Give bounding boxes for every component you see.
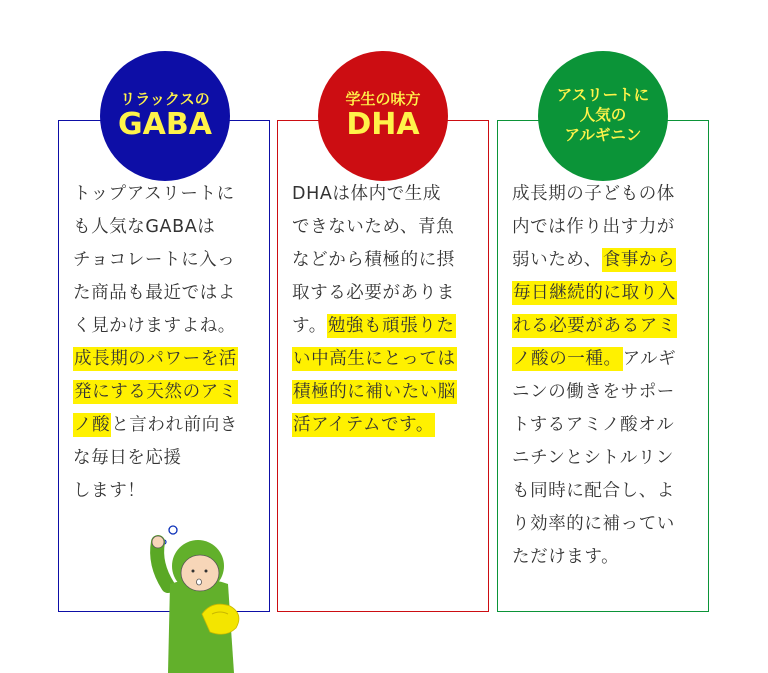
gaba-description: トップアスリートに も人気なGABAは チョコレートに入っ た商品も最近ではよ く見かけますよね。 成長期のパワーを活 発にする天然のアミ ノ酸と言われ前向き な毎日を応援 します！ bbox=[73, 184, 238, 501]
arginine-description: 成長期の子どもの体 内では作り出す力が 弱いため、食事から 毎日継続的に取り入 れる必要があるアミ ノ酸の一種。アルギ ニンの働きをサポー トするアミノ酸オル ニチンとシトルリン も同時に配合し、よ り効率的に補ってい ただけます。 bbox=[512, 184, 677, 567]
gaba-highlight: 成長期のパワーを活 bbox=[74, 349, 237, 369]
mascot-illustration bbox=[140, 514, 250, 673]
dha-panel bbox=[277, 120, 489, 612]
dha-description: DHAは体内で生成 できないため、青魚 などから積極的に摂 取する必要がありま す。勉強も頑張りた い中高生にとっては 積極的に補いたい脳 活アイテムです。 bbox=[292, 184, 456, 435]
arginine-badge: アスリートに 人気の アルギニン bbox=[538, 51, 668, 181]
gaba-badge: リラックスの GABA bbox=[100, 51, 230, 181]
dha-highlight: 勉強も頑張りた bbox=[327, 316, 455, 336]
arginine-highlight: 食事から bbox=[602, 250, 676, 270]
dha-badge: 学生の味方 DHA bbox=[318, 51, 448, 181]
arginine-panel bbox=[497, 120, 709, 612]
